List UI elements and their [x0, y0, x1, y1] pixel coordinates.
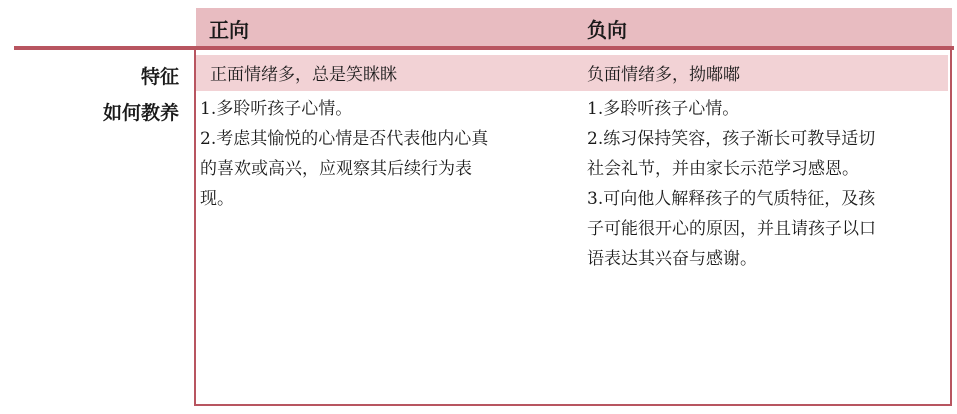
feature-negative-cell: 负面情绪多，拗嘟嘟 [587, 65, 740, 85]
column-header-negative: 负向 [587, 18, 627, 42]
teach-negative-item-1: 1.多聆听孩子心情。 [587, 99, 740, 119]
teach-positive-item-2: 2.考虑其愉悦的心情是否代表他内心真的喜欢或高兴，应观察其后续行为表现。 [200, 129, 489, 209]
feature-positive-cell: 正面情绪多，总是笑眯眯 [210, 65, 397, 85]
teach-positive-item-1: 1.多聆听孩子心情。 [200, 99, 353, 119]
teach-positive-cell [200, 94, 500, 214]
row-label-how-to-teach: 如何教养 [102, 102, 179, 124]
column-header-positive: 正向 [209, 18, 249, 42]
table-header-band [196, 8, 952, 48]
row-label-feature: 特征 [140, 66, 179, 88]
teach-negative-item-3: 3.可向他人解释孩子的气质特征，及孩子可能很开心的原因，并且请孩子以口语表达其兴奋与感谢。 [587, 189, 876, 269]
teach-negative-item-2: 2.练习保持笑容，孩子渐长可教导适切社会礼节，并由家长示范学习感恩。 [587, 129, 876, 179]
teach-negative-cell [587, 94, 887, 274]
